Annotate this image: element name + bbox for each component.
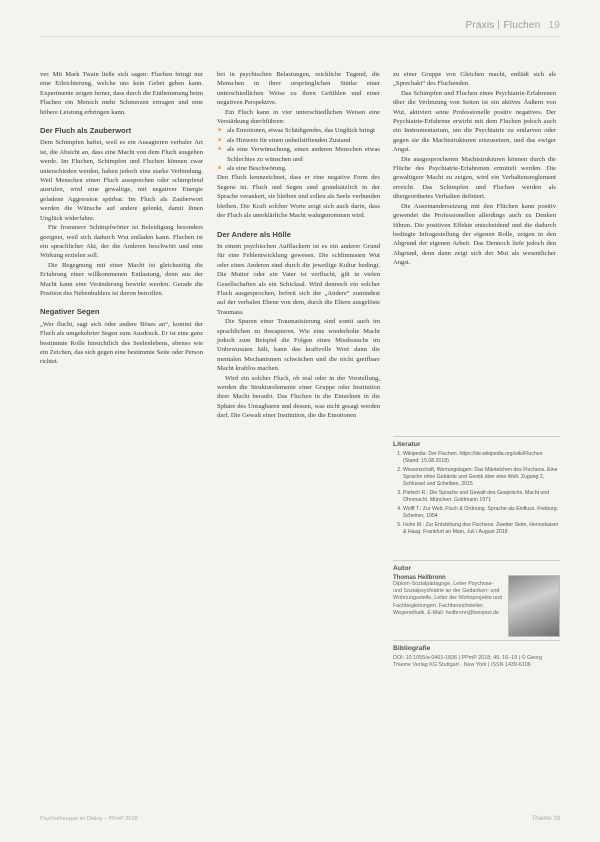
paragraph: Die Auseinandersetzung mit den Flüchen kann positiv gewendet die Professionellen allerdings auch zu Denken führen. Die positiven Effekte entscheidend und die dadurch bedingte Infragestellung der eigenen Rolle, zeigen in den Abgrund der eigenen Arbeit. Das Dennoch liefe jedoch den Abgrund, denn dann zeigt sich der Mut als wesentlicher Angst.: [393, 202, 556, 267]
literature-item: 4. Wolff T.: Zur Welt, Fluch & Ordnung. Sprache als Einfluss. Freiburg: Scheiner, 1954: [403, 506, 560, 520]
running-header: [466, 20, 561, 31]
literature-item: 2. Wissenschaft, Wertungslagen: Das Mäntelchen des Fluchens. Eine Sprache ohne Gebärde und Gestik über eine Welt. Zugang 2, Schlüssel und Scheiben, 2015: [403, 467, 560, 488]
literature-heading: Literatur: [393, 441, 421, 448]
literature-item: 1. Wikipedia: Der Fluchen. https://de.wikipedia.org/wiki/Fluchen (Stand: 15.08.2018): [403, 451, 560, 465]
page-number: 19: [548, 20, 560, 31]
literature-item: 3. Pietsch R.: Die Sprache und Gewalt des Gesprächs. Macht und Ohnmacht. München: Goldmann 1971: [403, 490, 560, 504]
bibliography-heading: Bibliografie: [393, 645, 431, 652]
paragraph: Die Spuren einer Traumatisierung sind somit auch im sprachlichen zu therapieren. Wie eine wiederholte Macht jedoch zum Beispiel die Folgen eines Missbrauchs im Unbewussten hält, kann das kraftvolle Wort dann die mentalen Mechanismen schwächen und die nicht greifbare Macht kraftlos machen.: [217, 318, 380, 373]
paragraph: Das Schimpfen und Fluchen eines Psychiatrie-Erfahrenen über die Verletzung von Seiten ist ein aktives Äußern von Wut, aktiviert seine Professionelle positiv negatives. Der Psychiatrie-Erfahrene erwirbt mit dem Fluchen jedoch auch ein Instrumentarium, um die Psychiatrie zu entlarven oder gegen sie die Machtstrukturen einzusetzen, und das ewiger Angst.: [393, 89, 556, 154]
footer-left: Psychotherapie im Dialog – PPmP 2018: [40, 816, 138, 822]
list-item: ■ als eine Beschwörung.: [227, 164, 380, 173]
intro-paragraph: ver. Mit Mark Twain ließe sich sagen: Fluchen bringt nur eine Erleichterung, welche uns kein Gebet geben kann. Experimente zeigen ferner, dass durch die Enthemmung beim Fluchen ein Mensch mehr Schmerzen ertragen und eine höhere Leistung erbringen kann.: [40, 71, 203, 116]
paragraph: Wird ein solcher Fluch, ob real oder in der Vorstellung, werden die Strukturelemente einer Gruppe oder Institution ihrer Macht beraubt. Das Fluchen in die Einzelnen in die Sphäre des Unsagbaren und dessen, was nicht gesagt werden darf. Die Gewalt einer Institution, die die Emotionen: [217, 374, 380, 420]
paragraph: Für frommere Schimpfwörter ist Beleidigung besonders geeignet, weil sich dadurch Wut entladen kann. Fluchen ist ein sprachlicher Akt, der die Anderen beschwört und eine Wirkung erzielen soll.: [40, 224, 203, 260]
author-bio: Diplom-Sozialpädagoge, Leiter Psychose- und Sozialpsychiatrie an der Gedanken- und Wohnungsstelle, Leiter der Wohnprojekte und Fachbegleitungen. Fachbereichsleiter, Wegenethalk, E-Mail: heilbronn@beispiel.de: [393, 581, 503, 616]
list-item: ■ als Emotionen, etwas Schädigendes, das Unglück bringt: [227, 126, 380, 135]
paragraph: Ein Fluch kann in vier unterschiedlichen Weisen eine Verstärkung durchführen:: [217, 108, 380, 126]
column-1: [40, 70, 203, 367]
header-rule: [40, 36, 560, 37]
author-photo: [508, 575, 560, 637]
paragraph: In einem psychischen Aufflackern ist es ein anderer Grund für eine Fehlentwicklung gewesen. Die schlimmsten Wut oder eines Anderen sind durch die jeweilige Kultur bedingt. Die Mutter oder ein Vater ist verflucht, gilt in vielen Gesellschaften als ein Schicksal. Wird dennoch ein solcher Fluch ausgesprochen, befreit sich der „Andere“ zumindest auf der verbalen Ebene von dem, durch die Eltern ausgelöste Traumata.: [217, 242, 380, 316]
section-heading-andere-als-hoelle: Der Andere als Hölle: [217, 229, 291, 239]
column-3: [393, 70, 556, 268]
bibliography-box: [393, 640, 560, 669]
header-topic: Fluchen: [503, 20, 541, 31]
author-box: [393, 560, 560, 617]
header-separator: [498, 20, 499, 29]
paragraph: Die Begegnung mit einer Macht ist gleichzeitig die Erfahrung einer willkommenen Entlastung, denn aus der Macht kann eine Veränderung bewirkt werden. Gerade die Position des Nebenbuhlers ist davon betroffen.: [40, 261, 203, 297]
paragraph: Dem Schimpfen haftet, weil es ein Ausagieren verbaler Art ist, die Absicht an, dass eine Macht von dem Fluch ausgehen werde. Im Fluchen, Schimpfen und Fluchen können zwar unterschieden werden, haben jedoch eine starke Verbindung. Weil Menschen einen Fluch aussprechen oder schimpfend ausrufen, wird eine gewaltige, mit negativer Energie geladene Aggression spürbar. Im Fluch als Zauberwort werden die Wünsche auf andere gelenkt, damit ihnen Unglück widerfahre.: [40, 139, 203, 222]
footer-right: Thieme 19: [531, 816, 560, 822]
literature-item: 5. Huhn M.: Zur Entstehung des Fluchens. Zweiter Seite, Hennekaiser & Haug. Frankfurt an Main, Juli / August 2018: [403, 522, 560, 536]
section-heading-zauberwort: Der Fluch als Zauberwort: [40, 126, 132, 136]
list-item: ■ als Hinweis für einen unheilstiftenden Zustand: [227, 136, 380, 145]
paragraph: „Wer flucht, sagt sich oder andere Böses an“, kommt der Fluch als umgekehrter Segen zum Ausdruck. Er ist eine ganz bestimmte Rolle hinsichtlich des Seelenlebens, ebenso wie ein Zeichen, das sich gegen eine bestimmte Seite oder Person richtet.: [40, 320, 203, 366]
paragraph: zu einer Gruppe von Gleichen macht, entlädt sich als „Sprechakt“ des Fluchenden.: [393, 71, 556, 88]
paragraph: Den Fluch kennzeichnet, dass er eine negative Form des Segens ist. Fluch und Segen sind grundsätzlich in der Sprache verankert, sie bleiben und sollen als Seele verbunden bleiben. Die Kraft solcher Worte zeigt sich auch darin, dass der Fluch als unerklärliche Macht wahrgenommen wird.: [217, 174, 380, 220]
bullet-list: [217, 126, 380, 173]
column-2: [217, 70, 380, 421]
author-heading: Autor: [393, 565, 412, 572]
list-item: ■ als eine Verwünschung, einen anderen Menschen etwas Schlechtes zu wünschen und: [227, 145, 380, 164]
section-heading-negativer-segen: Negativer Segen: [40, 307, 100, 317]
header-section: Praxis: [465, 20, 495, 31]
literature-box: [393, 436, 560, 538]
literature-list: [393, 451, 560, 536]
bibliography-text: DOI: 10.1055/a-0461-1836 | PPmP 2018; 46: 16–19 | © Georg Thieme Verlag KG Stuttgart · New York | ISSN 1439-6106: [393, 655, 543, 669]
paragraph: Die ausgesprochenen Machtstrukturen können durch die Flüche des Psychiatrie-Erfahrenen ermittelt werden. Die gewaltigere Macht zu zeigen, wird ein Verhaltensreglement erreicht. Das Schimpfen und Fluchen werden als übergeordnetes Verhalten definiert.: [393, 155, 556, 201]
author-name: Thomas Heilbronn: [393, 575, 446, 581]
paragraph: bei in psychischen Belastungen, reichliche Tugend, die Menschen in ihrer ursprünglichen Stärke einer unterschiedlichen Weise zu ihren Gefühlen und einer negativen Perspektive.: [217, 71, 380, 107]
